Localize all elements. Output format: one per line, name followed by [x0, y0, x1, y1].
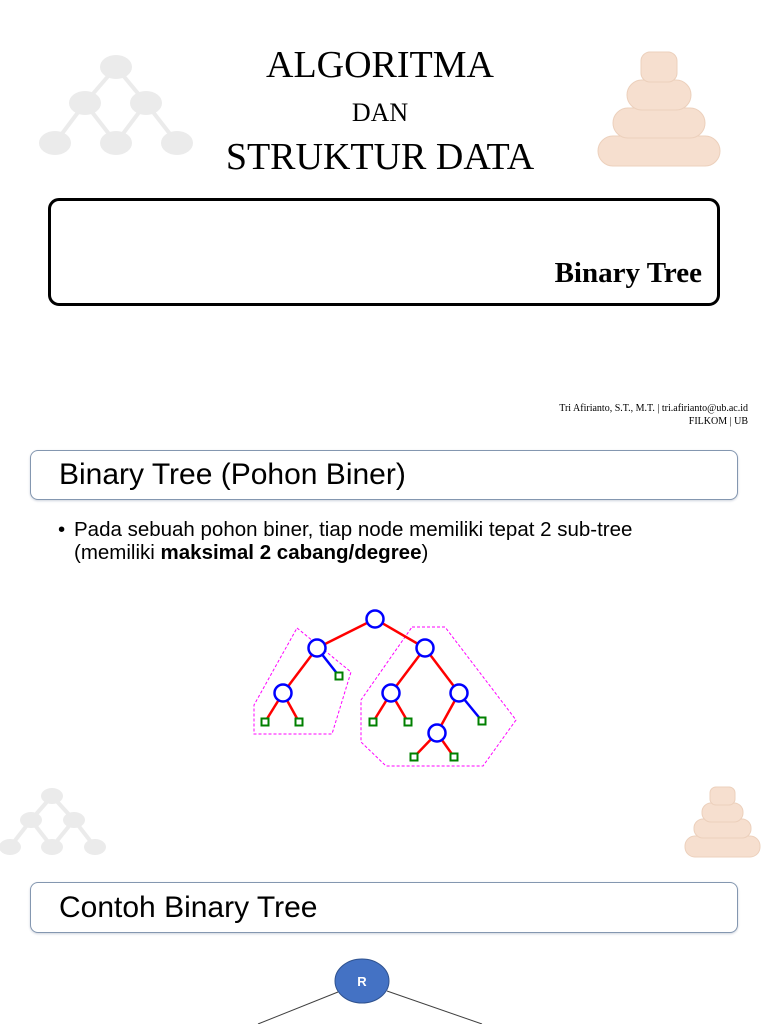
binary-tree-diagram — [240, 600, 530, 780]
tree-node — [309, 640, 326, 657]
example-root-label: R — [357, 974, 367, 989]
tree-leaf — [451, 754, 458, 761]
tree-node — [417, 640, 434, 657]
slide-heading: Binary Tree (Pohon Biner) — [59, 458, 406, 491]
decoration-node — [41, 839, 63, 855]
bullet-line-2-emphasis: maksimal 2 cabang/degree — [160, 541, 422, 564]
title-line-algoritma: ALGORITMA — [266, 44, 494, 86]
tree-decoration — [0, 785, 110, 857]
bullet-line-2-prefix: (memiliki — [74, 541, 161, 564]
slide-heading-box — [30, 450, 738, 500]
tree-leaf — [405, 719, 412, 726]
decoration-node — [84, 839, 106, 855]
title-line-struktur-data: STRUKTUR DATA — [225, 136, 535, 178]
tree-node — [383, 685, 400, 702]
bullet-line-2 — [58, 541, 632, 564]
tree-node — [275, 685, 292, 702]
stacked-disks-decoration — [683, 785, 763, 859]
bullet-line-2-suffix: ) — [421, 541, 429, 564]
tree-leaf — [296, 719, 303, 726]
decoration-node — [0, 839, 21, 855]
decoration-disk — [685, 836, 760, 857]
decoration-disk — [710, 787, 735, 805]
example-edge-left — [258, 992, 338, 1024]
author-block — [559, 402, 748, 428]
decoration-node — [20, 812, 42, 828]
affiliation-line: FILKOM | UB — [688, 416, 748, 427]
bullet-line-1: Pada sebuah pohon biner, tiap node memiliki tepat 2 sub-tree — [74, 518, 633, 541]
title-line-dan: DAN — [351, 98, 409, 127]
bullet-point — [58, 518, 632, 564]
subtitle-box — [48, 198, 720, 306]
slide-heading-box — [30, 882, 738, 933]
slide-heading: Contoh Binary Tree — [59, 890, 318, 924]
tree-leaf — [370, 719, 377, 726]
tree-leaf — [479, 718, 486, 725]
example-edge-right — [387, 991, 482, 1024]
tree-node — [429, 725, 446, 742]
tree-node-root — [367, 611, 384, 628]
subtitle: Binary Tree — [554, 257, 702, 289]
decoration-node — [63, 812, 85, 828]
author-line: Tri Afirianto, S.T., M.T. | tri.afirianto@ub.ac.id — [559, 403, 748, 414]
tree-node — [451, 685, 468, 702]
example-tree-diagram — [240, 950, 500, 1024]
decoration-disk — [702, 803, 743, 822]
tree-leaf — [262, 719, 269, 726]
tree-leaf — [336, 673, 343, 680]
decoration-node — [41, 788, 63, 804]
tree-leaf — [411, 754, 418, 761]
bullet-icon: • — [58, 518, 66, 541]
